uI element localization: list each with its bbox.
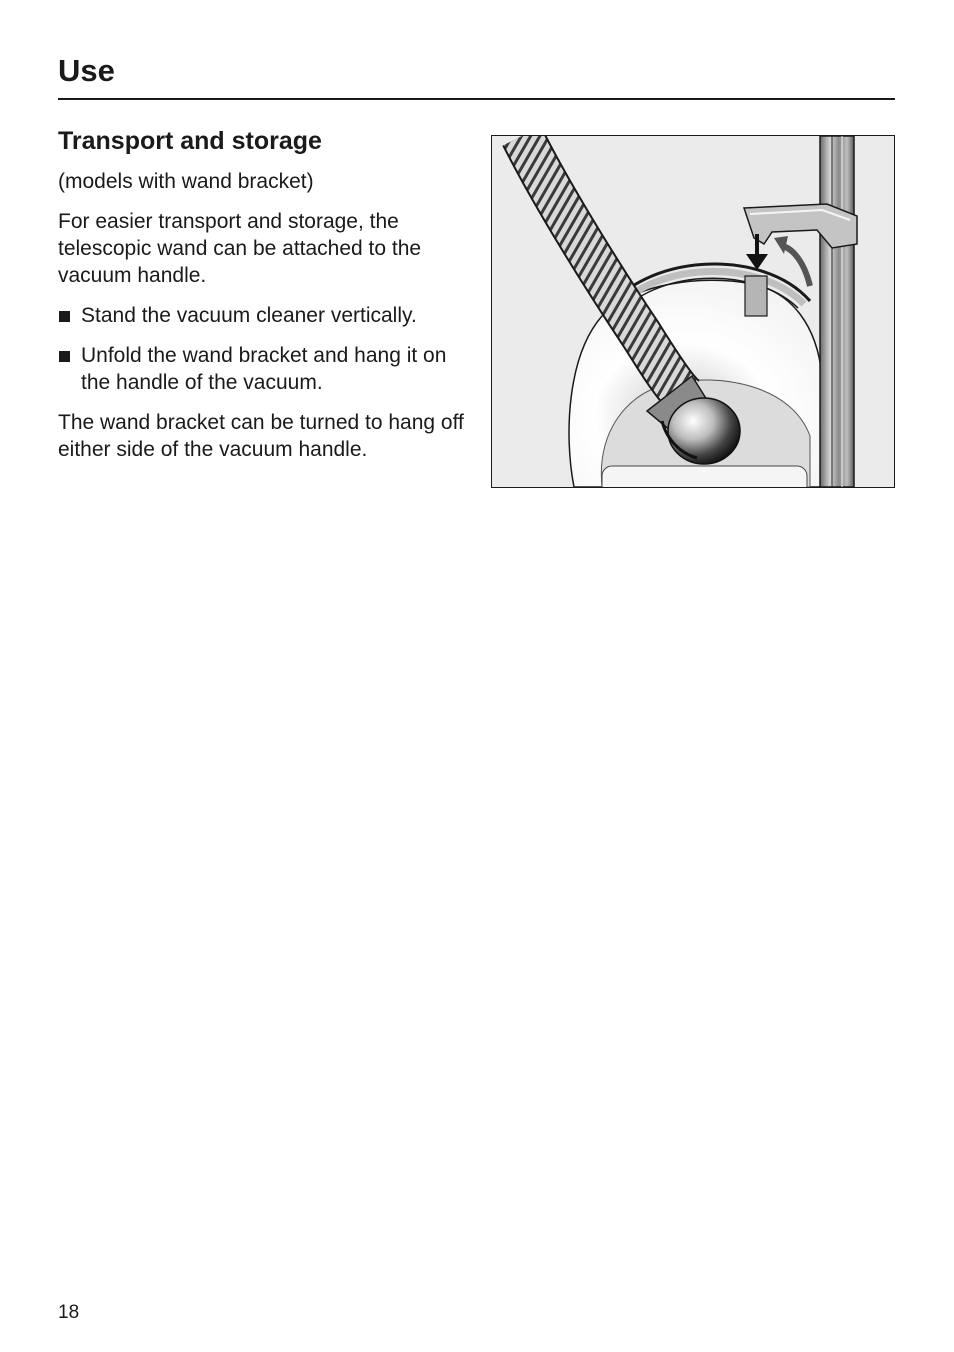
list-item bbox=[58, 342, 468, 396]
list-item bbox=[58, 302, 468, 329]
illustration-svg bbox=[492, 136, 894, 487]
subsection-title: Transport and storage bbox=[58, 127, 322, 155]
text-column bbox=[58, 124, 468, 476]
page-number: 18 bbox=[58, 1302, 80, 1323]
models-note: (models with wand bracket) bbox=[58, 170, 314, 193]
steps-list bbox=[58, 302, 468, 396]
step-text: Stand the vacuum cleaner vertically. bbox=[81, 304, 417, 327]
page-header bbox=[58, 52, 895, 90]
step-text: Unfold the wand bracket and hang it on the handle of the vacuum. bbox=[81, 344, 447, 394]
bullet-square-icon bbox=[59, 311, 70, 322]
header-divider bbox=[58, 98, 895, 100]
wand-icon bbox=[820, 136, 854, 487]
page-title: Use bbox=[58, 53, 115, 88]
illustration-figure bbox=[491, 135, 895, 488]
closing-paragraph: The wand bracket can be turned to hang off either side of the vacuum handle. bbox=[58, 411, 464, 461]
intro-paragraph: For easier transport and storage, the telescopic wand can be attached to the vacuum handle. bbox=[58, 210, 422, 287]
bullet-square-icon bbox=[59, 351, 70, 362]
